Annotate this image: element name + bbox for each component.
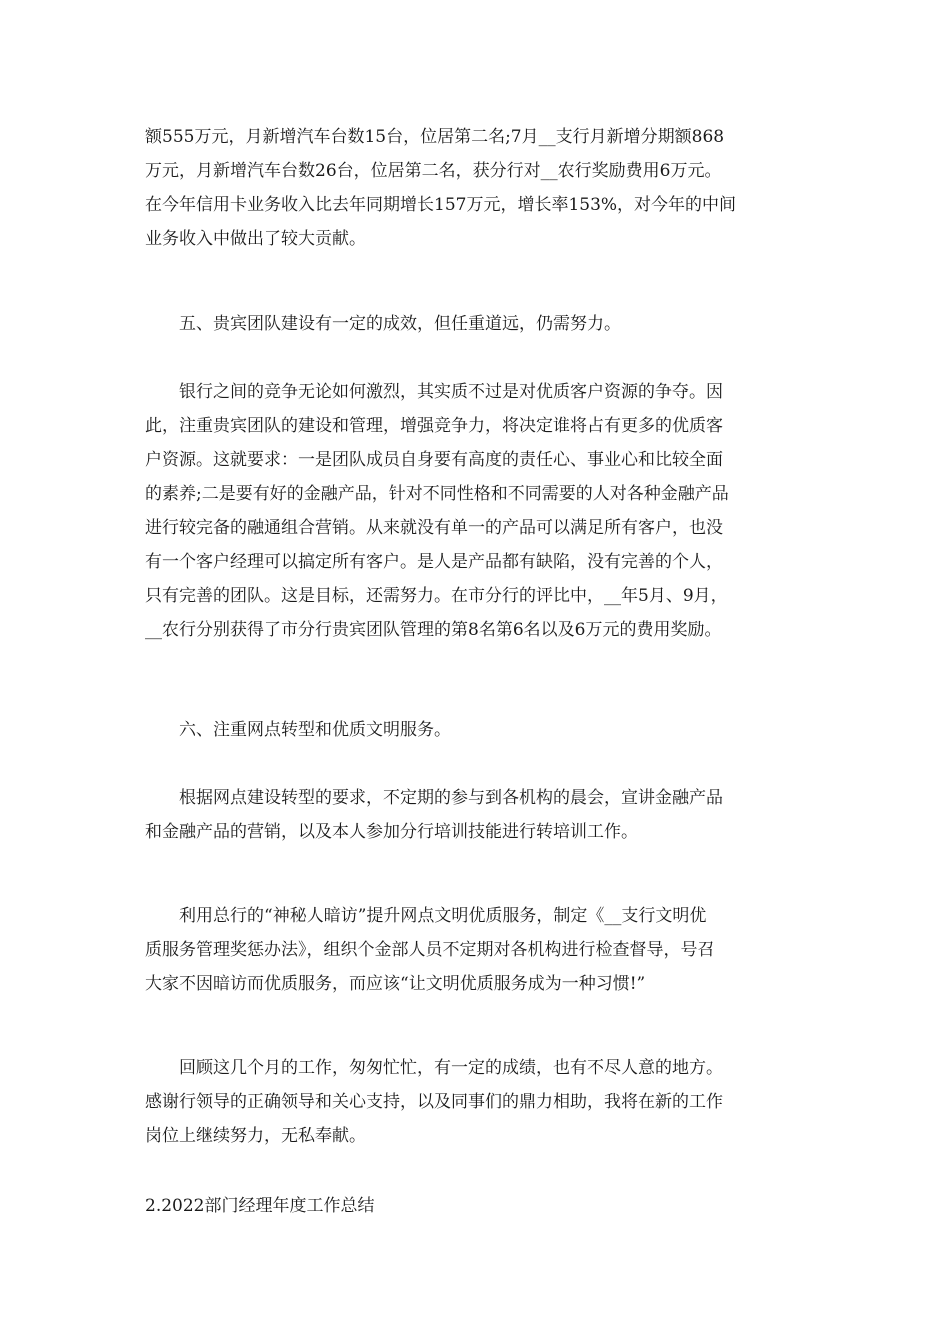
text-line: 在今年信用卡业务收入比去年同期增长157万元，增长率153%，对今年的中间	[145, 195, 737, 215]
text-line: 感谢行领导的正确领导和关心支持，以及同事们的鼎力相助，我将在新的工作	[145, 1092, 723, 1112]
text-line: 只有完善的团队。这是目标，还需努力。在市分行的评比中，__年5月、9月，	[145, 586, 728, 606]
text-line: 和金融产品的营销，以及本人参加分行培训技能进行转培训工作。	[145, 822, 638, 842]
heading-text: 五、贵宾团队建设有一定的成效，但任重道远，仍需努力。	[179, 314, 621, 334]
section-heading-six	[145, 713, 825, 747]
text-line: 岗位上继续努力，无私奉献。	[145, 1126, 366, 1146]
text-line: 此，注重贵宾团队的建设和管理，增强竞争力，将决定谁将占有更多的优质客	[145, 416, 723, 436]
text-line: __农行分别获得了市分行贵宾团队管理的第8名第6名以及6万元的费用奖励。	[145, 620, 722, 640]
paragraph-outlet-transformation	[145, 781, 825, 849]
text-line: 利用总行的“神秘人暗访”提升网点文明优质服务，制定《__支行文明优	[179, 906, 707, 926]
text-line: 回顾这几个月的工作，匆匆忙忙，有一定的成绩，也有不尽人意的地方。	[179, 1058, 723, 1078]
paragraph-mystery-visit	[145, 899, 825, 1001]
paragraph-vip-team	[145, 375, 825, 647]
text-line: 质服务管理奖惩办法》，组织个金部人员不定期对各机构进行检查督导，号召	[145, 940, 715, 960]
heading-text: 六、注重网点转型和优质文明服务。	[179, 720, 451, 740]
text-line: 的素养;二是要有好的金融产品，针对不同性格和不同需要的人对各种金融产品	[145, 484, 729, 504]
text-line: 根据网点建设转型的要求，不定期的参与到各机构的晨会，宣讲金融产品	[179, 788, 723, 808]
section-title-annual-summary	[145, 1189, 825, 1223]
text-line: 银行之间的竞争无论如何激烈，其实质不过是对优质客户资源的争夺。因	[179, 382, 723, 402]
text-line: 有一个客户经理可以搞定所有客户。是人是产品都有缺陷，没有完善的个人，	[145, 552, 723, 572]
text-line: 户资源。这就要求：一是团队成员自身要有高度的责任心、事业心和比较全面	[145, 450, 723, 470]
paragraph-review	[145, 1051, 825, 1153]
title-text: 2.2022部门经理年度工作总结	[145, 1196, 375, 1216]
paragraph-credit-card-results	[145, 120, 825, 256]
text-line: 万元，月新增汽车台数26台，位居第二名，获分行对__农行奖励费用6万元。	[145, 161, 722, 181]
text-line: 业务收入中做出了较大贡献。	[145, 229, 366, 249]
section-heading-five	[145, 307, 825, 341]
text-line: 大家不因暗访而优质服务，而应该“让文明优质服务成为一种习惯!”	[145, 974, 646, 994]
text-line: 进行较完备的融通组合营销。从来就没有单一的产品可以满足所有客户，也没	[145, 518, 723, 538]
text-line: 额555万元，月新增汽车台数15台，位居第二名;7月__支行月新增分期额868	[145, 127, 725, 147]
